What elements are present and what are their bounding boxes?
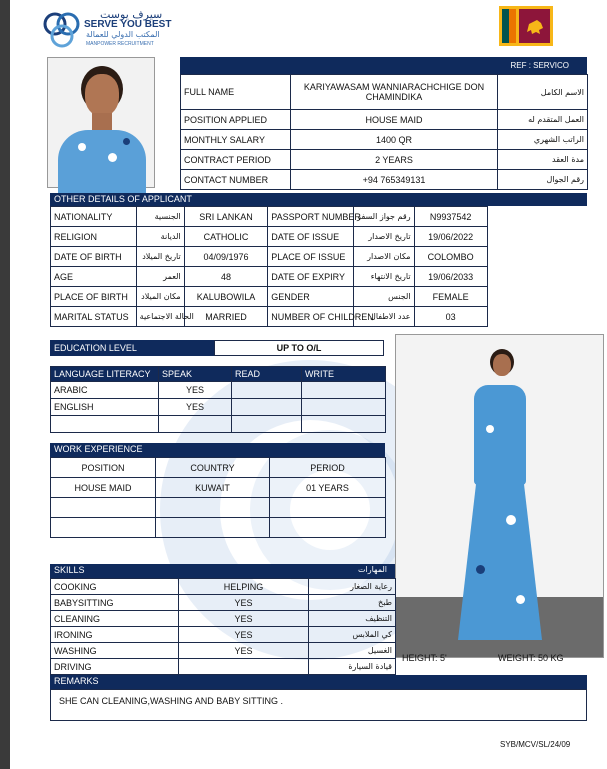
work-cell — [156, 518, 270, 538]
skill-value: YES — [179, 611, 309, 627]
field-label: GENDER — [268, 287, 354, 307]
column-header: READ — [232, 367, 302, 382]
skills-table — [50, 578, 396, 675]
skill-row — [51, 595, 396, 611]
work-experience-table — [50, 457, 386, 538]
language-cell: ENGLISH — [51, 399, 159, 416]
logo-english: SERVE YOU BEST — [84, 19, 172, 30]
field-label-arabic: رقم جواز السفر — [353, 207, 414, 227]
field-value: KALUBOWILA — [184, 287, 268, 307]
other-details-row — [51, 247, 587, 267]
field-value: 04/09/1976 — [184, 247, 268, 267]
language-cell: ARABIC — [51, 382, 159, 399]
field-value: 03 — [414, 307, 487, 327]
field-label-arabic: الجنس — [353, 287, 414, 307]
skill-row — [51, 579, 396, 595]
work-cell — [270, 518, 386, 538]
field-label: MONTHLY SALARY — [181, 130, 291, 150]
field-value: SRI LANKAN — [184, 207, 268, 227]
skill-row — [51, 643, 396, 659]
other-details-table — [50, 206, 587, 327]
other-details-title: OTHER DETAILS OF APPLICANT — [54, 194, 192, 204]
logo-arabic-sub: المكتب الدولي للعمالة — [86, 30, 160, 39]
weight-label: WEIGHT: 50 KG — [498, 653, 564, 663]
skill-name-arabic: قيادة السيارة — [309, 659, 396, 675]
work-row — [51, 478, 386, 498]
field-value: 48 — [184, 267, 268, 287]
field-label-arabic: مدة العقد — [498, 150, 588, 170]
language-cell — [232, 399, 302, 416]
field-label-arabic: تاريخ الانتهاء — [353, 267, 414, 287]
skill-name-arabic: رعاية الصغار — [309, 579, 396, 595]
personal-row — [181, 170, 588, 190]
skill-name-arabic: كي الملابس — [309, 627, 396, 643]
education-value: UP TO O/L — [214, 340, 384, 356]
personal-row — [181, 130, 588, 150]
skill-value — [179, 659, 309, 675]
footer-code: SYB/MCV/SL/24/09 — [500, 740, 571, 749]
logo-sub: MANPOWER RECRUITMENT — [86, 41, 154, 47]
language-cell — [232, 416, 302, 433]
column-header: PERIOD — [270, 458, 386, 478]
language-cell — [302, 382, 386, 399]
language-cell — [302, 399, 386, 416]
language-cell — [51, 416, 159, 433]
other-details-header — [50, 193, 587, 206]
skill-name-arabic: الغسيل — [309, 643, 396, 659]
personal-row — [181, 110, 588, 130]
language-cell — [159, 416, 232, 433]
skill-row — [51, 611, 396, 627]
field-value: FEMALE — [414, 287, 487, 307]
field-label: PLACE OF ISSUE — [268, 247, 354, 267]
language-table — [50, 366, 386, 433]
skills-header: SKILLS المهارات — [50, 564, 395, 578]
field-label: FULL NAME — [181, 75, 291, 110]
work-cell — [51, 518, 156, 538]
personal-row — [181, 75, 588, 110]
ref-bar — [180, 57, 587, 74]
logo-arabic: سيرف يوست — [100, 8, 163, 21]
field-label-arabic: الاسم الكامل — [498, 75, 588, 110]
field-value: HOUSE MAID — [291, 110, 498, 130]
field-value: 19/06/2033 — [414, 267, 487, 287]
field-label: PLACE OF BIRTH — [51, 287, 137, 307]
personal-row — [181, 150, 588, 170]
column-header: POSITION — [51, 458, 156, 478]
language-header-row — [51, 367, 386, 382]
field-value: KARIYAWASAM WANNIARACHCHIGE DON CHAMINDIKA — [291, 75, 498, 110]
applicant-portrait-photo — [47, 57, 155, 188]
personal-info-table — [180, 74, 588, 190]
skill-name: WASHING — [51, 643, 179, 659]
remarks-header: REMARKS — [50, 675, 587, 689]
skill-name-arabic: طبخ — [309, 595, 396, 611]
skill-name-arabic: التنظيف — [309, 611, 396, 627]
language-cell: YES — [159, 382, 232, 399]
column-header: COUNTRY — [156, 458, 270, 478]
field-label: DATE OF BIRTH — [51, 247, 137, 267]
field-label-arabic: مكان الاصدار — [353, 247, 414, 267]
field-label: NUMBER OF CHILDREN — [268, 307, 354, 327]
sri-lanka-flag-icon — [499, 6, 553, 46]
other-details-row — [51, 287, 587, 307]
skill-name: BABYSITTING — [51, 595, 179, 611]
remarks-text: SHE CAN CLEANING,WASHING AND BABY SITTING . — [59, 696, 284, 706]
work-cell: HOUSE MAID — [51, 478, 156, 498]
field-value: 1400 QR — [291, 130, 498, 150]
field-value: MARRIED — [184, 307, 268, 327]
language-row — [51, 416, 386, 433]
logo-mark-icon — [42, 10, 82, 50]
skill-name: CLEANING — [51, 611, 179, 627]
field-value: COLOMBO — [414, 247, 487, 267]
work-cell — [156, 498, 270, 518]
column-header: LANGUAGE LITERACY — [51, 367, 159, 382]
field-label-arabic: الراتب الشهري — [498, 130, 588, 150]
field-label-arabic: الجنسية — [136, 207, 184, 227]
other-details-row — [51, 267, 587, 287]
field-value: 2 YEARS — [291, 150, 498, 170]
field-value: N9937542 — [414, 207, 487, 227]
language-cell: YES — [159, 399, 232, 416]
skill-name: IRONING — [51, 627, 179, 643]
field-label: CONTACT NUMBER — [181, 170, 291, 190]
skill-row — [51, 659, 396, 675]
skill-value: HELPING — [179, 579, 309, 595]
skill-value: YES — [179, 595, 309, 611]
column-header: SPEAK — [159, 367, 232, 382]
skill-name: COOKING — [51, 579, 179, 595]
field-label-arabic: رقم الجوال — [498, 170, 588, 190]
cv-page — [10, 0, 607, 769]
field-label-arabic: تاريخ الميلاد — [136, 247, 184, 267]
field-value: CATHOLIC — [184, 227, 268, 247]
field-label: POSITION APPLIED — [181, 110, 291, 130]
field-label: DATE OF ISSUE — [268, 227, 354, 247]
other-details-row — [51, 227, 587, 247]
company-logo — [42, 8, 172, 52]
language-cell — [302, 416, 386, 433]
field-label: RELIGION — [51, 227, 137, 247]
work-cell — [51, 498, 156, 518]
field-label: NATIONALITY — [51, 207, 137, 227]
skill-value: YES — [179, 643, 309, 659]
field-label-arabic: الحالة الاجتماعية — [136, 307, 184, 327]
other-details-row — [51, 207, 587, 227]
work-row — [51, 518, 386, 538]
language-row — [51, 399, 386, 416]
field-label: PASSPORT NUMBER — [268, 207, 354, 227]
field-label-arabic: عدد الاطفال — [353, 307, 414, 327]
field-label: AGE — [51, 267, 137, 287]
education-label: EDUCATION LEVEL — [50, 340, 214, 356]
field-label-arabic: العمل المتقدم له — [498, 110, 588, 130]
ref-label: REF : SERVICO — [510, 61, 569, 70]
field-label: MARITAL STATUS — [51, 307, 137, 327]
field-label-arabic: مكان الميلاد — [136, 287, 184, 307]
field-value: 19/06/2022 — [414, 227, 487, 247]
language-row — [51, 382, 386, 399]
work-cell: KUWAIT — [156, 478, 270, 498]
field-label-arabic: العمر — [136, 267, 184, 287]
field-label-arabic: تاريخ الاصدار — [353, 227, 414, 247]
column-header: WRITE — [302, 367, 386, 382]
work-header-row — [51, 458, 386, 478]
skill-name: DRIVING — [51, 659, 179, 675]
field-value: +94 765349131 — [291, 170, 498, 190]
remarks-box — [50, 689, 587, 721]
field-label: DATE OF EXPIRY — [268, 267, 354, 287]
work-experience-header: WORK EXPERIENCE — [50, 443, 385, 457]
language-cell — [232, 382, 302, 399]
work-row — [51, 498, 386, 518]
other-details-row — [51, 307, 587, 327]
skill-row — [51, 627, 396, 643]
applicant-full-body-photo — [395, 334, 604, 658]
skill-value: YES — [179, 627, 309, 643]
field-label-arabic: الديانة — [136, 227, 184, 247]
work-cell: 01 YEARS — [270, 478, 386, 498]
height-label: HEIGHT: 5' — [402, 653, 447, 663]
field-label: CONTRACT PERIOD — [181, 150, 291, 170]
work-cell — [270, 498, 386, 518]
